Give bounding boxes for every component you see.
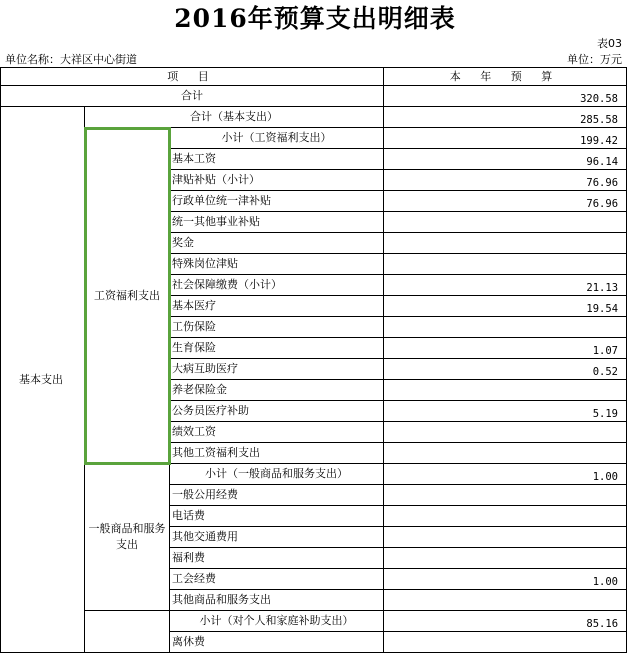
item-label: 基本工资 <box>170 149 384 170</box>
item-value <box>384 254 627 275</box>
item-label: 福利费 <box>170 548 384 569</box>
item-label: 津贴补贴（小计） <box>170 170 384 191</box>
item-label: 绩效工资 <box>170 422 384 443</box>
header-budget: 本 年 预 算 <box>384 68 627 86</box>
item-label: 社会保障缴费（小计） <box>170 275 384 296</box>
item-value: 1.07 <box>384 338 627 359</box>
item-value: 0.52 <box>384 359 627 380</box>
item-label: 电话费 <box>170 506 384 527</box>
item-value <box>384 422 627 443</box>
item-label: 统一其他事业补贴 <box>170 212 384 233</box>
group-family-subsidy <box>85 611 170 653</box>
item-value: 19.54 <box>384 296 627 317</box>
item-label: 生育保险 <box>170 338 384 359</box>
item-value <box>384 485 627 506</box>
item-label: 其他工资福利支出 <box>170 443 384 464</box>
item-value <box>384 317 627 338</box>
goods-subtotal-label: 小计（一般商品和服务支出） <box>170 464 384 485</box>
item-value: 96.14 <box>384 149 627 170</box>
table-row <box>1 611 627 632</box>
total-value: 320.58 <box>384 86 627 107</box>
item-value <box>384 212 627 233</box>
item-value <box>384 527 627 548</box>
unit-name: 单位名称：大祥区中心街道 <box>5 53 137 66</box>
item-value <box>384 443 627 464</box>
item-label: 大病互助医疗 <box>170 359 384 380</box>
table-number: 表03 <box>597 37 622 50</box>
item-value: 21.13 <box>384 275 627 296</box>
item-label: 行政单位统一津补贴 <box>170 191 384 212</box>
item-value <box>384 548 627 569</box>
budget-table-container <box>0 67 630 653</box>
item-label: 工伤保险 <box>170 317 384 338</box>
header-row <box>1 68 627 86</box>
item-label: 其他交通费用 <box>170 527 384 548</box>
item-value <box>384 506 627 527</box>
item-label: 其他商品和服务支出 <box>170 590 384 611</box>
group-goods-services: 一般商品和服务支出 <box>85 464 170 611</box>
table-row <box>1 107 627 128</box>
item-value: 1.00 <box>384 569 627 590</box>
table-row <box>1 464 627 485</box>
table-row <box>1 128 627 149</box>
item-label: 养老保险金 <box>170 380 384 401</box>
basic-total-value: 285.58 <box>384 107 627 128</box>
item-label: 奖金 <box>170 233 384 254</box>
group-salary: 工资福利支出 <box>85 128 170 464</box>
item-label: 基本医疗 <box>170 296 384 317</box>
goods-subtotal-value: 1.00 <box>384 464 627 485</box>
item-value <box>384 380 627 401</box>
item-value <box>384 233 627 254</box>
item-value <box>384 632 627 653</box>
page-title: 2016年预算支出明细表 <box>174 4 456 33</box>
item-label: 一般公用经费 <box>170 485 384 506</box>
item-value: 5.19 <box>384 401 627 422</box>
unit-label: 单位：万元 <box>567 53 622 66</box>
family-subtotal-value: 85.16 <box>384 611 627 632</box>
total-label: 合计 <box>1 86 384 107</box>
item-label: 特殊岗位津贴 <box>170 254 384 275</box>
budget-table <box>0 67 627 653</box>
header-item: 项 目 <box>1 68 384 86</box>
salary-subtotal-label: 小计（工资福利支出） <box>170 128 384 149</box>
item-label: 离休费 <box>170 632 384 653</box>
table-row <box>1 86 627 107</box>
salary-subtotal-value: 199.42 <box>384 128 627 149</box>
basic-total-label: 合计（基本支出） <box>85 107 384 128</box>
item-label: 工会经费 <box>170 569 384 590</box>
item-label: 公务员医疗补助 <box>170 401 384 422</box>
item-value <box>384 590 627 611</box>
item-value: 76.96 <box>384 191 627 212</box>
family-subtotal-label: 小计（对个人和家庭补助支出） <box>170 611 384 632</box>
item-value: 76.96 <box>384 170 627 191</box>
level1-basic-expense: 基本支出 <box>1 107 85 653</box>
